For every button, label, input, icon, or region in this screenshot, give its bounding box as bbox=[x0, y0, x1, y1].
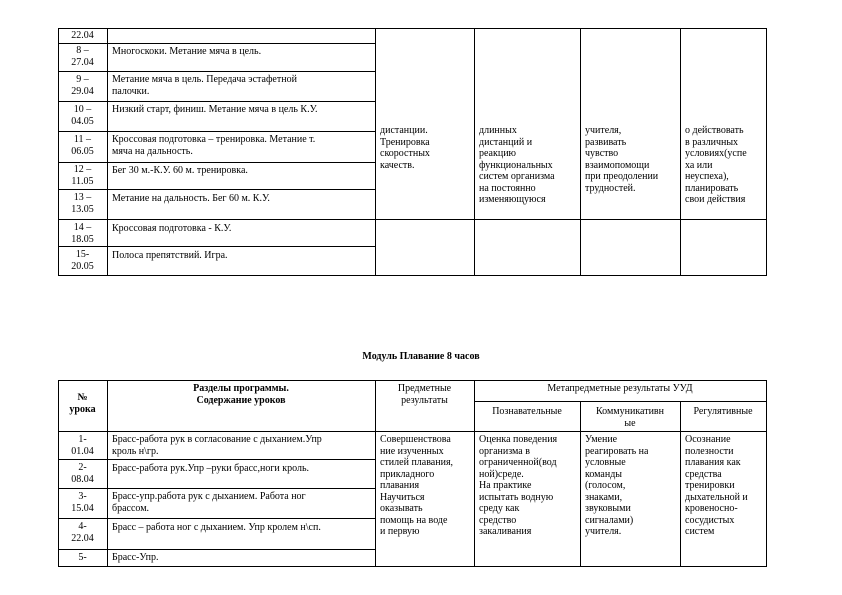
row-date: 9 – 29.04 bbox=[71, 74, 94, 97]
header-meta-results: Метапредметные результаты УУД bbox=[547, 383, 693, 394]
cognitive-results-cell: длинных дистанций и реакцию функциональных систем организма на постоянно изменяющуюся bbox=[479, 125, 555, 205]
regulatory-results-cell: Осознание полезности плавания как средства тренировки дыхательной и кровеносно- сосудистых систем bbox=[685, 434, 748, 537]
subject-results-cell: Совершенствова ние изученных стилей плавания, прикладного плавания Научиться оказывать помощь на воде и первую bbox=[380, 434, 454, 537]
row-date: 11 – 06.05 bbox=[71, 134, 94, 157]
row-content: Метание на дальность. Бег 60 м. К.У. bbox=[112, 193, 270, 204]
row-content: Брасс – работа ног с дыханием. Упр кролем н\сп. bbox=[112, 522, 321, 533]
row-content: Кроссовая подготовка - К.У. bbox=[112, 223, 232, 234]
row-content: Кроссовая подготовка – тренировка. Метание т. мяча на дальность. bbox=[112, 134, 316, 157]
row-content: Брасс-работа рук.Упр –руки брасс,ноги кроль. bbox=[112, 463, 310, 474]
header-subject-results: Предметные результаты bbox=[397, 383, 452, 406]
row-date: 22.04 bbox=[71, 30, 94, 41]
row-date: 10 – 04.05 bbox=[71, 104, 94, 127]
header-cognitive: Познавательные bbox=[492, 406, 562, 417]
row-date: 13 – 13.05 bbox=[71, 192, 94, 215]
header-sections: Разделы программы. Содержание уроков bbox=[193, 383, 289, 406]
regulatory-results-cell: о действовать в различных условиях(успе ха или неуспеха), планировать свои действия bbox=[685, 125, 747, 205]
row-content: Брасс-упр.работа рук с дыханием. Работа ног брассом. bbox=[112, 491, 306, 514]
row-content: Метание мяча в цель. Передача эстафетной палочки. bbox=[112, 74, 297, 97]
row-content: Многоскоки. Метание мяча в цель. bbox=[112, 46, 262, 57]
row-date: 8 – 27.04 bbox=[71, 45, 94, 68]
row-date: 1- 01.04 bbox=[71, 434, 94, 457]
communicative-results-cell: учителя, развивать чувство взаимопомощи при преодолении трудностей. bbox=[585, 125, 659, 194]
row-content: Брасс-Упр. bbox=[112, 552, 159, 563]
row-content: Брасс-работа рук в согласование с дыханием.Упр кроль н\гр. bbox=[112, 434, 322, 457]
cognitive-results-cell: Оценка поведения организма в ограниченной(вод ной)среде. На практике испытать водную среду как средство закаливания bbox=[479, 434, 558, 537]
row-date: 2- 08.04 bbox=[71, 462, 94, 485]
row-date: 14 – 18.05 bbox=[71, 222, 94, 245]
row-date: 5- bbox=[78, 552, 87, 563]
header-communicative: Коммуникативн ые bbox=[595, 406, 665, 429]
row-content: Низкий старт, финиш. Метание мяча в цель К.У. bbox=[112, 104, 318, 115]
row-content: Полоса препятствий. Игра. bbox=[112, 250, 228, 261]
header-regulatory: Регулятивные bbox=[693, 406, 753, 417]
header-lesson-number: № урока bbox=[69, 392, 96, 415]
module-title: Модуль Плавание 8 часов bbox=[362, 351, 480, 362]
row-date: 12 – 11.05 bbox=[71, 164, 94, 187]
row-content: Бег 30 м.-К.У. 60 м. тренировка. bbox=[112, 165, 248, 176]
row-date: 15- 20.05 bbox=[71, 249, 94, 272]
subject-results-cell: дистанции. Тренировка скоростных качеств. bbox=[380, 125, 430, 171]
row-date: 3- 15.04 bbox=[71, 491, 94, 514]
communicative-results-cell: Умение реагировать на условные команды (голосом, знаками, звуковыми сигналами) учителя. bbox=[585, 434, 649, 537]
row-date: 4- 22.04 bbox=[71, 521, 94, 544]
